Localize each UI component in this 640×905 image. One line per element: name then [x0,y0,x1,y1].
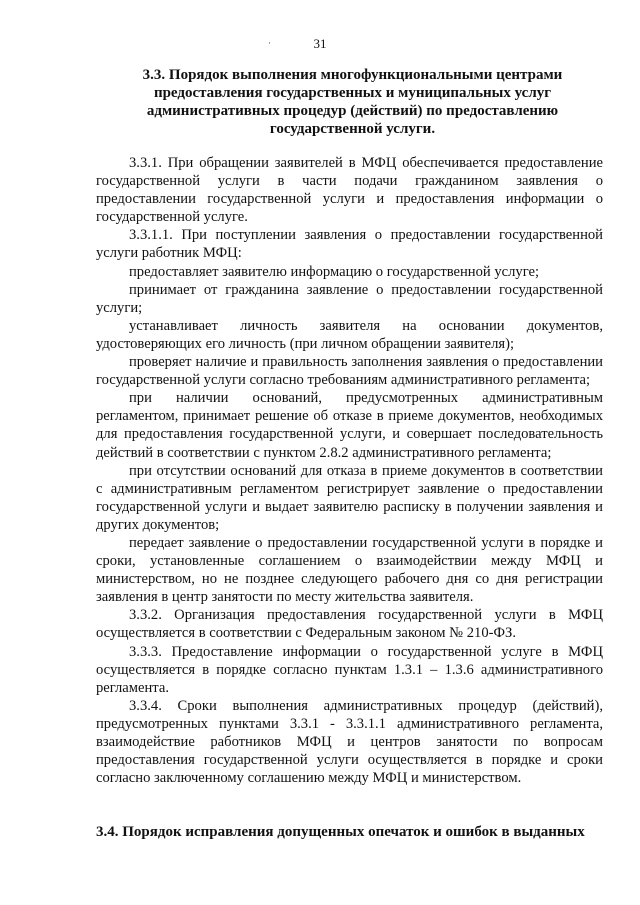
paragraph-3-3-2: 3.3.2. Организация предоставления государственной услуги в МФЦ осуществляется в соответствии с Федеральным законом № 210-ФЗ. [96,607,603,642]
paragraph-3-3-4: 3.3.4. Сроки выполнения административных процедур (действий), предусмотренных пунктами 3.3.1 - 3.3.1.1 административного регламента, взаимодействие работников МФЦ и центров занятости по вопросам предоставления государственной услуги осуществляется в порядке и сроки согласно заключенному соглашению между МФЦ и министерством. [96,697,603,787]
list-item: при отсутствии оснований для отказа в приеме документов в соответствии с административным регламентом регистрирует заявление о предоставлении государственной услуги и выдает заявителю расписку в получении заявления и других документов; [96,462,603,533]
section-title: 3.3. Порядок выполнения многофункциональными центрами предоставления государственных и муниципальных услуг административных процедур (действий) по предоставлению государственной услуги. [142,67,563,137]
list-item: проверяет наличие и правильность заполнения заявления о предоставлении государственной услуги согласно требованиям административного регламента; [96,354,603,389]
next-section-title: 3.4. Порядок исправления допущенных опечаток и ошибок в выданных [96,824,585,840]
paragraph-3-3-1-1: 3.3.1.1. При поступлении заявления о предоставлении государственной услуги работник МФЦ: [96,227,603,262]
list-item: предоставляет заявителю информацию о государственной услуге; [129,263,540,280]
page-number: 31 [313,36,327,51]
paragraph-3-3-3: 3.3.3. Предоставление информации о государственной услуге в МФЦ осуществляется в порядке согласно пунктам 1.3.1 – 1.3.6 административного регламента. [96,643,603,696]
body-text [96,154,603,787]
list-item: при наличии оснований, предусмотренных административным регламентом, принимает решение об отказе в приеме документов, необходимых для предоставления государственной услуги, и совершает последовательность действий в соответствии с пунктом 2.8.2 административного регламента; [96,390,603,461]
paragraph-3-3-1: 3.3.1. При обращении заявителей в МФЦ обеспечивается предоставление государственной услуги в части подачи гражданином заявления о предоставлении государственной услуги и предоставления информации о государственной услуге. [96,155,603,226]
scan-mark: · [268,38,271,48]
list-item: устанавливает личность заявителя на основании документов, удостоверяющих его личность (при личном обращении заявителя); [96,317,603,352]
list-item: принимает от гражданина заявление о предоставлении государственной услуги; [96,281,603,316]
list-item: передает заявление о предоставлении государственной услуги в порядке и сроки, установленные соглашением о взаимодействии между МФЦ и министерством, но не позднее следующего рабочего дня со дня регистрации заявления в центр занятости по месту жительства заявителя. [96,534,603,606]
